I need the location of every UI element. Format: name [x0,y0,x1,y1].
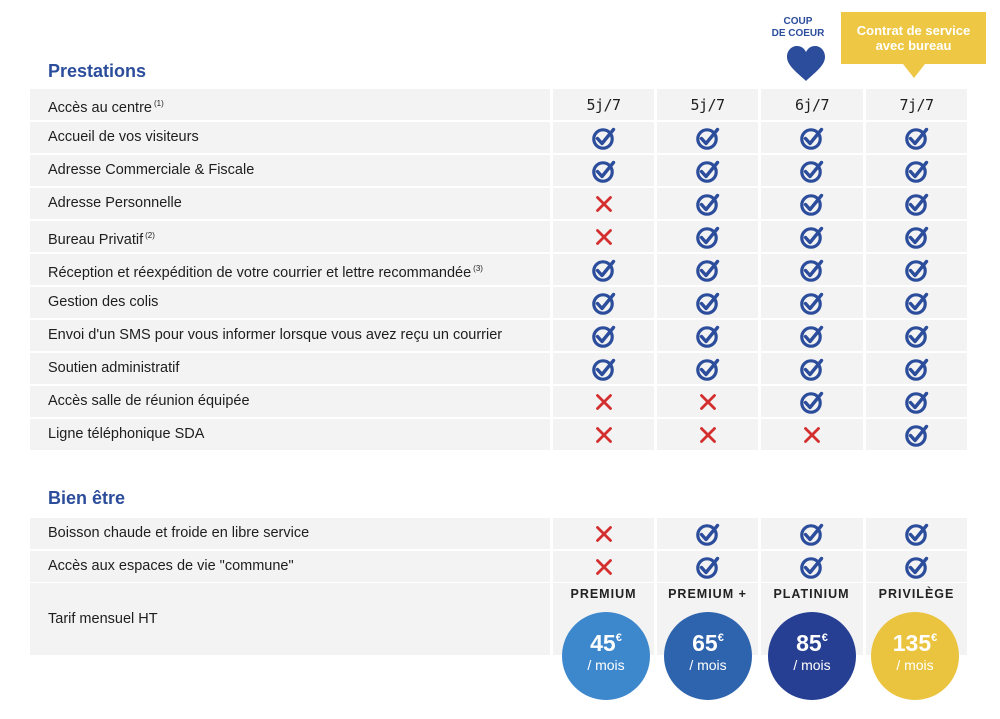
check-icon [657,518,758,549]
row-label [48,320,502,350]
plan-cell [553,89,654,120]
table-row [30,188,967,219]
cross-icon [761,419,863,450]
plan-cell [553,419,654,450]
check-icon [866,188,967,219]
table-row [30,518,967,549]
plan-cell [866,287,967,318]
check-icon [657,551,758,582]
row-label-text: Adresse Commerciale & Fiscale [48,162,255,178]
access-days: 6j/7 [794,95,830,114]
price-currency: € [717,632,724,644]
plan-cell [761,419,863,450]
plan-cell [866,518,967,549]
row-label-cell [30,254,550,285]
footnote-ref: (3) [473,264,483,273]
row-label-text: Accès aux espaces de vie "commune" [48,558,294,574]
check-icon [866,221,967,252]
table-row [30,287,967,318]
row-label [48,551,294,581]
check-icon [553,122,654,153]
row-label-cell [30,419,550,450]
plan-cell [657,419,758,450]
price-currency: € [931,632,938,644]
plan-cell [657,254,758,285]
plan-cell [866,89,967,120]
price-amount: 65 [692,630,718,656]
check-icon [761,320,863,351]
plan-cell [553,386,654,417]
plan-name-premium: PREMIUM [570,587,637,601]
plan-name-platinium: PLATINIUM [773,587,850,601]
check-icon [866,551,967,582]
plan-cell [866,386,967,417]
table-row [30,320,967,351]
check-icon [866,353,967,384]
price-circle-platinium [768,612,856,700]
row-label-text: Réception et réexpédition de votre courrier et lettre recommandée [48,265,472,281]
service-contract-callout [841,12,986,64]
plan-cell [657,89,758,120]
plan-cell [553,221,654,252]
check-icon [761,155,863,186]
table-row [30,155,967,186]
price-currency: € [615,632,622,644]
check-icon [761,122,863,153]
row-label-text: Gestion des colis [48,294,159,310]
row-label-text: Accueil de vos visiteurs [48,129,199,145]
plan-cell [657,221,758,252]
row-label-cell [30,320,550,351]
row-label [48,353,179,383]
check-icon [657,155,758,186]
plan-cell [553,287,654,318]
table-row [30,386,967,417]
row-label-cell [30,287,550,318]
check-icon [657,188,758,219]
row-label [48,188,182,218]
table-row [30,353,967,384]
row-label-text: Adresse Personnelle [48,195,182,211]
check-icon [866,518,967,549]
plan-cell [553,188,654,219]
plan-cell [866,122,967,153]
row-label-text: Accès salle de réunion équipée [48,393,250,409]
price-circle-premium [562,612,650,700]
row-label [48,254,483,288]
price-period: / mois [896,657,934,673]
plan-cell [553,551,654,582]
cross-icon [657,386,758,417]
row-label-cell [30,551,550,582]
callout-line1: Contrat de service [856,23,971,38]
row-label [48,155,254,185]
plan-cell [553,518,654,549]
cross-icon [553,188,654,219]
row-label-text: Boisson chaude et froide en libre service [48,525,310,541]
row-label-cell [30,353,550,384]
check-icon [866,386,967,417]
plan-cell [657,353,758,384]
plan-cell [761,89,863,120]
plan-cell [866,353,967,384]
plan-cell [866,254,967,285]
table-row [30,122,967,153]
plan-cell [866,551,967,582]
row-label-cell [30,221,550,252]
price-period: / mois [689,657,727,673]
row-label-cell [30,386,550,417]
plan-cell [657,155,758,186]
access-days: 7j/7 [899,95,934,114]
check-icon [553,155,654,186]
row-label-text: Soutien administratif [48,360,180,376]
plan-cell [657,518,758,549]
plan-cell [866,155,967,186]
plan-cell [761,221,863,252]
check-icon [866,419,967,450]
plan-cell [657,320,758,351]
check-icon [866,287,967,318]
plan-cell [657,122,758,153]
check-icon [553,320,654,351]
plan-cell [657,287,758,318]
price-amount: 135 [892,630,932,656]
plan-cell [761,386,863,417]
plan-cell [761,155,863,186]
table-row [30,551,967,582]
bien-etre-title: Bien être [48,488,126,508]
table-row [30,221,967,252]
check-icon [657,287,758,318]
plan-cell [761,353,863,384]
plan-cell [553,353,654,384]
table-row [30,254,967,285]
price-circle-premium-plus [664,612,752,700]
plan-cell [657,188,758,219]
row-label-cell [30,518,550,549]
check-icon [657,122,758,153]
cross-icon [553,551,654,582]
cross-icon [553,419,654,450]
check-icon [761,221,863,252]
plan-cell [866,188,967,219]
row-label-cell [30,122,550,153]
cross-icon [553,386,654,417]
plan-cell [553,254,654,285]
check-icon [866,254,967,285]
check-icon [761,254,863,285]
price-amount: 85 [796,630,822,656]
footnote-ref: (2) [145,231,155,240]
prestations-title: Prestations [48,61,147,81]
check-icon [761,518,863,549]
check-icon [657,353,758,384]
row-label [48,419,204,449]
row-label [48,518,309,548]
plan-name-premium-plus: PREMIUM + [668,587,747,601]
cross-icon [553,221,654,252]
check-icon [761,551,863,582]
callout-arrow [903,64,925,78]
plan-cell [866,419,967,450]
table-row [30,89,967,120]
plan-cell [761,254,863,285]
row-label-cell [30,188,550,219]
row-label [48,89,164,123]
check-icon [657,221,758,252]
cross-icon [553,518,654,549]
plan-cell [761,188,863,219]
check-icon [657,320,758,351]
check-icon [761,386,863,417]
check-icon [761,287,863,318]
footnote-ref: (1) [153,99,164,108]
check-icon [553,254,654,285]
coup-de-coeur-line2: DE COEUR [771,28,825,39]
row-label [48,122,199,152]
plan-name-privilege: PRIVILÈGE [878,587,955,601]
check-icon [553,353,654,384]
row-label-text: Accès au centre [48,100,152,116]
plan-cell [761,287,863,318]
check-icon [866,320,967,351]
row-label-text: Envoi d'un SMS pour vous informer lorsque vous avez reçu un courrier [48,327,503,343]
check-icon [761,353,863,384]
coup-de-coeur-line1: COUP [783,16,813,27]
access-days: 5j/7 [690,95,725,114]
access-days: 5j/7 [586,95,621,114]
check-icon [553,287,654,318]
row-label [48,221,155,255]
plan-cell [761,518,863,549]
plan-cell [553,320,654,351]
price-currency: € [821,632,828,644]
table-row [30,419,967,450]
plan-cell [657,551,758,582]
plan-cell [761,551,863,582]
check-icon [866,122,967,153]
check-icon [761,188,863,219]
tarif-label: Tarif mensuel HT [48,611,158,627]
row-label [48,287,158,317]
plan-cell [761,320,863,351]
coup-de-coeur-badge [770,16,826,40]
price-amount: 45 [590,630,616,656]
cross-icon [657,419,758,450]
callout-line2: avec bureau [875,38,952,53]
tarif-label-cell [30,583,550,655]
row-label-text: Bureau Privatif [48,232,144,248]
price-period: / mois [587,657,625,673]
plan-cell [553,155,654,186]
plan-cell [866,320,967,351]
heart-icon [786,46,826,82]
row-label-text: Ligne téléphonique SDA [48,426,205,442]
check-icon [866,155,967,186]
row-label-cell [30,89,550,120]
plan-cell [866,221,967,252]
row-label-cell [30,155,550,186]
price-circle-privilege [871,612,959,700]
check-icon [657,254,758,285]
plan-cell [761,122,863,153]
plan-cell [657,386,758,417]
price-period: / mois [793,657,831,673]
row-label [48,386,250,416]
plan-cell [553,122,654,153]
